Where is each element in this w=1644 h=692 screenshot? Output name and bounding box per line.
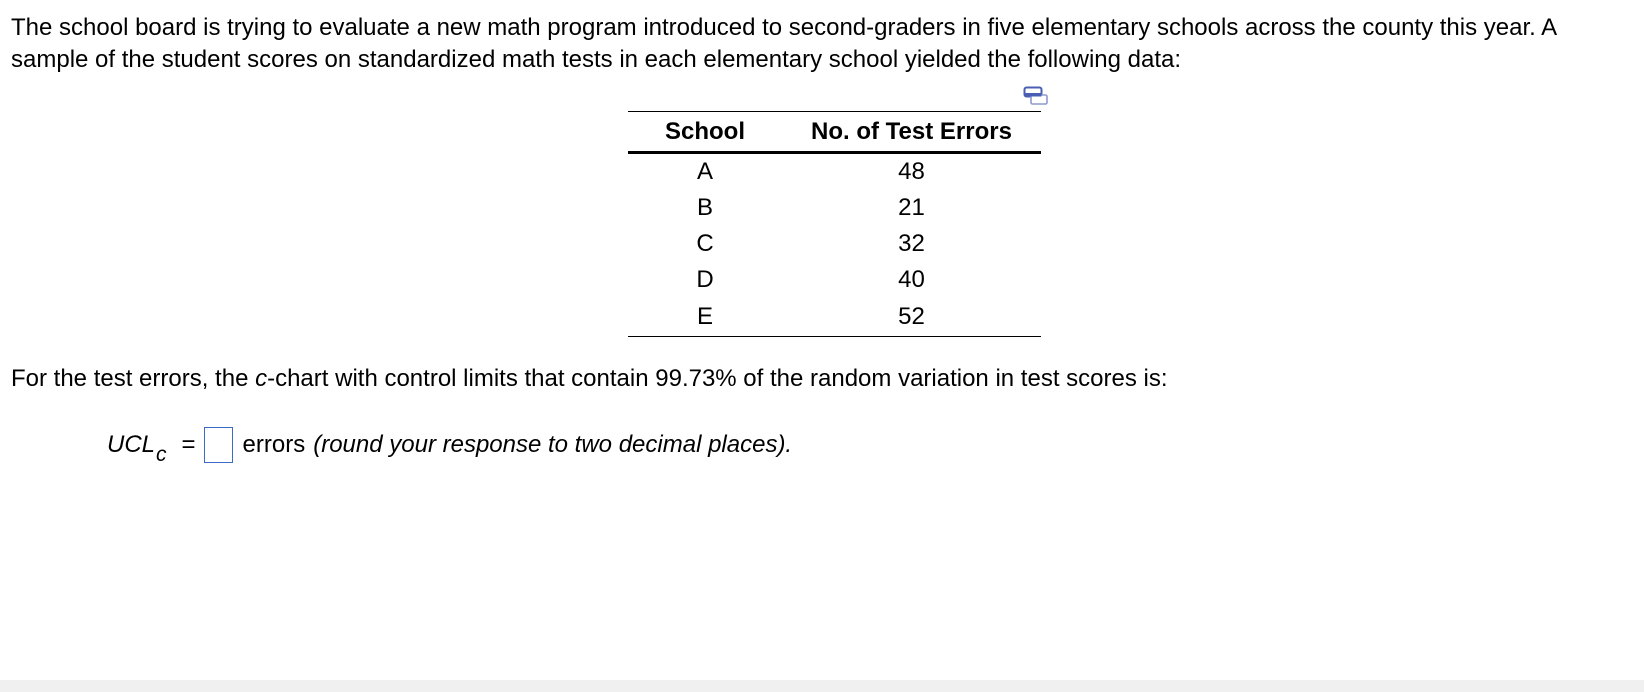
errors-cell: 40 xyxy=(898,266,925,293)
errors-cell: 48 xyxy=(898,158,925,185)
school-cell: E xyxy=(628,298,782,337)
school-cell: D xyxy=(696,266,714,293)
ucl-answer-input[interactable] xyxy=(204,427,233,463)
ucl-label: UCL xyxy=(107,431,156,458)
rounding-hint: (round your response to two decimal places). xyxy=(313,431,793,458)
table-row xyxy=(628,226,1041,262)
table-row xyxy=(628,262,1041,298)
school-cell: A xyxy=(696,158,713,185)
copy-table-icon[interactable] xyxy=(1023,86,1049,106)
errors-cell: 21 xyxy=(898,194,925,221)
errors-cell: 52 xyxy=(782,298,1041,337)
table-row xyxy=(628,153,1041,191)
footer-bar xyxy=(0,680,1644,692)
problem-intro: The school board is trying to evaluate a new math program introduced to second-graders in five elementary schools across the county this year. A sample of the student scores on standardized math tests in each elementary school yielded the following data: xyxy=(11,14,1556,73)
question-before: For the test errors, the xyxy=(11,365,256,392)
errors-cell: 32 xyxy=(898,230,925,257)
school-cell: B xyxy=(696,194,713,221)
header-test-errors: No. of Test Errors xyxy=(782,112,1041,153)
question-text xyxy=(11,364,1168,394)
table-row xyxy=(628,298,1041,337)
answer-row xyxy=(107,425,792,465)
school-cell: C xyxy=(696,230,714,257)
header-school: School xyxy=(628,112,782,153)
equals-sign: = xyxy=(181,431,196,458)
ucl-subscript: c xyxy=(156,443,167,466)
data-table xyxy=(628,111,1041,337)
question-after: -chart with control limits that contain 99.73% of the random variation in test scores is: xyxy=(267,365,1168,392)
table-row xyxy=(628,190,1041,226)
table-header-row xyxy=(628,112,1041,153)
unit-label: errors xyxy=(242,431,306,458)
chart-letter: c xyxy=(255,365,268,392)
